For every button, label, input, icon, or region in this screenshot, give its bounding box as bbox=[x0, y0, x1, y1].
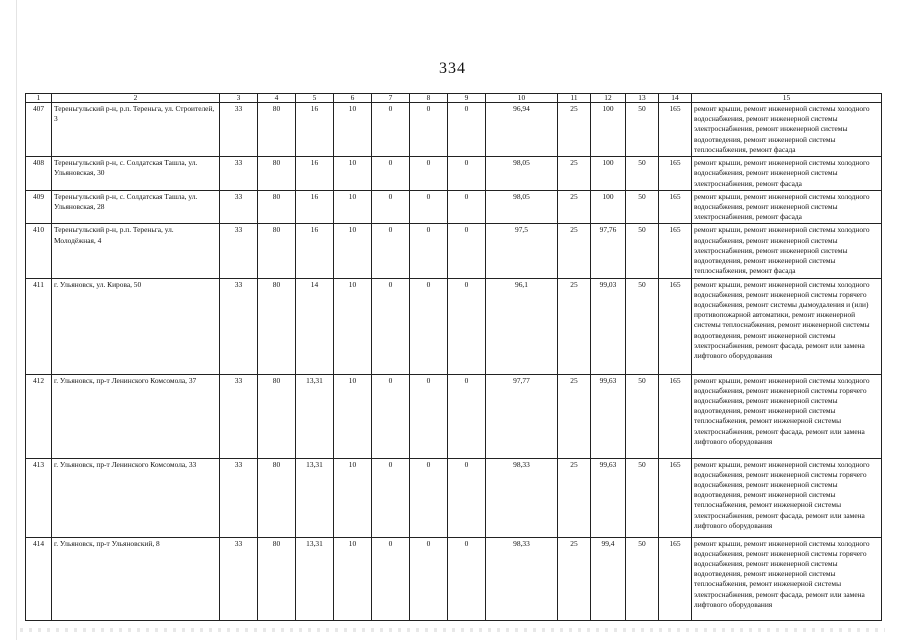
cell-value-col-13: 50 bbox=[626, 157, 659, 191]
cell-value-col-10: 97,77 bbox=[486, 374, 558, 458]
cell-value-col-6: 10 bbox=[334, 103, 372, 157]
cell-value-col-12: 97,76 bbox=[591, 224, 626, 278]
column-header-14: 14 bbox=[659, 94, 692, 103]
cell-value-col-11: 25 bbox=[558, 278, 591, 374]
cell-value-col-6: 10 bbox=[334, 157, 372, 191]
column-header-13: 13 bbox=[626, 94, 659, 103]
cell-value-col-14: 165 bbox=[659, 190, 692, 224]
cell-value-col-10: 96,94 bbox=[486, 103, 558, 157]
table-row bbox=[26, 157, 882, 191]
cell-work-types: ремонт крыши, ремонт инженерной системы холодного водоснабжения, ремонт инженерной системы горячего водоснабжения, ремонт инженерной системы водоотведения, ремонт инженерной системы теплоснабжения, ремонт инженерной системы электроснабжения, ремонт фасада, ремонт или замена лифтового оборудования bbox=[692, 374, 882, 458]
cell-value-col-7: 0 bbox=[372, 224, 410, 278]
cell-work-types: ремонт крыши, ремонт инженерной системы холодного водоснабжения, ремонт инженерной системы электроснабжения, ремонт инженерной системы водоотведения, ремонт инженерной системы теплоснабжения, ремонт фасада bbox=[692, 224, 882, 278]
cell-value-col-4: 80 bbox=[258, 278, 296, 374]
cell-row-number: 410 bbox=[26, 224, 52, 278]
cell-value-col-14: 165 bbox=[659, 103, 692, 157]
cell-value-col-6: 10 bbox=[334, 458, 372, 537]
table-body bbox=[26, 103, 882, 621]
cell-value-col-4: 80 bbox=[258, 374, 296, 458]
cell-value-col-8: 0 bbox=[410, 374, 448, 458]
cell-value-col-10: 98,05 bbox=[486, 190, 558, 224]
cell-value-col-11: 25 bbox=[558, 190, 591, 224]
cell-value-col-5: 16 bbox=[296, 224, 334, 278]
cell-value-col-11: 25 bbox=[558, 157, 591, 191]
cell-value-col-10: 96,1 bbox=[486, 278, 558, 374]
cell-work-types: ремонт крыши, ремонт инженерной системы холодного водоснабжения, ремонт инженерной системы электроснабжения, ремонт фасада bbox=[692, 157, 882, 191]
table-row bbox=[26, 103, 882, 157]
column-header-4: 4 bbox=[258, 94, 296, 103]
cell-row-number: 413 bbox=[26, 458, 52, 537]
cell-value-col-5: 14 bbox=[296, 278, 334, 374]
cell-value-col-11: 25 bbox=[558, 224, 591, 278]
cell-value-col-3: 33 bbox=[220, 224, 258, 278]
cell-value-col-14: 165 bbox=[659, 458, 692, 537]
header-row bbox=[26, 94, 882, 103]
cell-value-col-3: 33 bbox=[220, 374, 258, 458]
column-header-5: 5 bbox=[296, 94, 334, 103]
cell-value-col-4: 80 bbox=[258, 103, 296, 157]
cell-row-number: 414 bbox=[26, 537, 52, 620]
cell-value-col-14: 165 bbox=[659, 537, 692, 620]
page-number: 334 bbox=[439, 60, 466, 77]
column-header-10: 10 bbox=[486, 94, 558, 103]
cell-value-col-11: 25 bbox=[558, 537, 591, 620]
cell-value-col-6: 10 bbox=[334, 374, 372, 458]
cell-value-col-3: 33 bbox=[220, 458, 258, 537]
cell-address: г. Ульяновск, пр-т Ленинского Комсомола, 37 bbox=[52, 374, 220, 458]
column-header-3: 3 bbox=[220, 94, 258, 103]
cell-value-col-6: 10 bbox=[334, 537, 372, 620]
cell-value-col-8: 0 bbox=[410, 278, 448, 374]
column-header-11: 11 bbox=[558, 94, 591, 103]
cell-value-col-5: 13,31 bbox=[296, 537, 334, 620]
cell-work-types: ремонт крыши, ремонт инженерной системы холодного водоснабжения, ремонт инженерной системы электроснабжения, ремонт инженерной системы водоотведения, ремонт инженерной системы теплоснабжения, ремонт фасада bbox=[692, 103, 882, 157]
cell-value-col-14: 165 bbox=[659, 278, 692, 374]
scan-noise bbox=[20, 628, 885, 632]
cell-value-col-10: 98,05 bbox=[486, 157, 558, 191]
cell-value-col-8: 0 bbox=[410, 103, 448, 157]
cell-value-col-7: 0 bbox=[372, 190, 410, 224]
cell-value-col-5: 13,31 bbox=[296, 374, 334, 458]
cell-value-col-4: 80 bbox=[258, 190, 296, 224]
cell-row-number: 411 bbox=[26, 278, 52, 374]
cell-value-col-7: 0 bbox=[372, 458, 410, 537]
cell-value-col-9: 0 bbox=[448, 157, 486, 191]
cell-value-col-6: 10 bbox=[334, 190, 372, 224]
cell-value-col-14: 165 bbox=[659, 224, 692, 278]
cell-value-col-12: 99,63 bbox=[591, 458, 626, 537]
cell-value-col-8: 0 bbox=[410, 458, 448, 537]
cell-value-col-9: 0 bbox=[448, 103, 486, 157]
cell-value-col-11: 25 bbox=[558, 374, 591, 458]
cell-value-col-9: 0 bbox=[448, 224, 486, 278]
cell-value-col-13: 50 bbox=[626, 458, 659, 537]
cell-value-col-6: 10 bbox=[334, 278, 372, 374]
cell-value-col-9: 0 bbox=[448, 537, 486, 620]
cell-value-col-13: 50 bbox=[626, 103, 659, 157]
cell-value-col-14: 165 bbox=[659, 157, 692, 191]
column-header-2: 2 bbox=[52, 94, 220, 103]
cell-value-col-10: 98,33 bbox=[486, 458, 558, 537]
cell-value-col-12: 100 bbox=[591, 190, 626, 224]
cell-value-col-8: 0 bbox=[410, 224, 448, 278]
cell-value-col-11: 25 bbox=[558, 103, 591, 157]
table-row bbox=[26, 537, 882, 620]
cell-value-col-6: 10 bbox=[334, 224, 372, 278]
cell-value-col-10: 98,33 bbox=[486, 537, 558, 620]
cell-value-col-5: 13,31 bbox=[296, 458, 334, 537]
cell-value-col-3: 33 bbox=[220, 190, 258, 224]
cell-value-col-9: 0 bbox=[448, 374, 486, 458]
cell-value-col-7: 0 bbox=[372, 537, 410, 620]
table-row bbox=[26, 224, 882, 278]
repair-program-table bbox=[25, 93, 882, 621]
cell-address: г. Ульяновск, пр-т Ульяновский, 8 bbox=[52, 537, 220, 620]
cell-work-types: ремонт крыши, ремонт инженерной системы холодного водоснабжения, ремонт инженерной системы горячего водоснабжения, ремонт системы дымоудаления и (или) противопожарной автоматики, ремонт инженерной системы теплоснабжения, ремонт инженерной системы водоотведения, ремонт инженерной системы электроснабжения, ремонт фасада, ремонт или замена лифтового оборудования bbox=[692, 278, 882, 374]
cell-value-col-9: 0 bbox=[448, 190, 486, 224]
cell-value-col-13: 50 bbox=[626, 190, 659, 224]
cell-address: г. Ульяновск, ул. Кирова, 50 bbox=[52, 278, 220, 374]
column-header-12: 12 bbox=[591, 94, 626, 103]
column-header-8: 8 bbox=[410, 94, 448, 103]
table-row bbox=[26, 458, 882, 537]
cell-value-col-7: 0 bbox=[372, 103, 410, 157]
cell-row-number: 407 bbox=[26, 103, 52, 157]
cell-value-col-8: 0 bbox=[410, 190, 448, 224]
cell-value-col-3: 33 bbox=[220, 537, 258, 620]
cell-value-col-11: 25 bbox=[558, 458, 591, 537]
cell-value-col-14: 165 bbox=[659, 374, 692, 458]
column-header-7: 7 bbox=[372, 94, 410, 103]
column-header-9: 9 bbox=[448, 94, 486, 103]
cell-work-types: ремонт крыши, ремонт инженерной системы холодного водоснабжения, ремонт инженерной системы горячего водоснабжения, ремонт инженерной системы водоотведения, ремонт инженерной системы теплоснабжения, ремонт инженерной системы электроснабжения, ремонт фасада, ремонт или замена лифтового оборудования bbox=[692, 537, 882, 620]
cell-value-col-7: 0 bbox=[372, 374, 410, 458]
cell-address: Тереньгульский р-н, с. Солдатская Ташла, ул. Ульяновская, 28 bbox=[52, 190, 220, 224]
cell-work-types: ремонт крыши, ремонт инженерной системы холодного водоснабжения, ремонт инженерной системы горячего водоснабжения, ремонт инженерной системы водоотведения, ремонт инженерной системы теплоснабжения, ремонт инженерной системы электроснабжения, ремонт фасада, ремонт или замена лифтового оборудования bbox=[692, 458, 882, 537]
cell-value-col-12: 99,63 bbox=[591, 374, 626, 458]
cell-row-number: 412 bbox=[26, 374, 52, 458]
cell-address: Тереньгульский р-н, р.п. Тереньга, ул. Строителей, 3 bbox=[52, 103, 220, 157]
column-header-1: 1 bbox=[26, 94, 52, 103]
cell-value-col-7: 0 bbox=[372, 278, 410, 374]
table-row bbox=[26, 278, 882, 374]
column-header-15: 15 bbox=[692, 94, 882, 103]
cell-row-number: 408 bbox=[26, 157, 52, 191]
cell-value-col-3: 33 bbox=[220, 278, 258, 374]
cell-value-col-5: 16 bbox=[296, 157, 334, 191]
table-row bbox=[26, 190, 882, 224]
cell-value-col-12: 99,03 bbox=[591, 278, 626, 374]
scan-edge bbox=[16, 0, 17, 640]
cell-value-col-9: 0 bbox=[448, 278, 486, 374]
cell-address: г. Ульяновск, пр-т Ленинского Комсомола, 33 bbox=[52, 458, 220, 537]
cell-address: Тереньгульский р-н, р.п. Тереньга, ул. Молодёжная, 4 bbox=[52, 224, 220, 278]
cell-value-col-13: 50 bbox=[626, 278, 659, 374]
cell-value-col-12: 100 bbox=[591, 157, 626, 191]
cell-value-col-8: 0 bbox=[410, 157, 448, 191]
cell-value-col-3: 33 bbox=[220, 157, 258, 191]
cell-value-col-12: 100 bbox=[591, 103, 626, 157]
cell-row-number: 409 bbox=[26, 190, 52, 224]
cell-value-col-5: 16 bbox=[296, 103, 334, 157]
cell-value-col-13: 50 bbox=[626, 224, 659, 278]
cell-address: Тереньгульский р-н, с. Солдатская Ташла, ул. Ульяновская, 30 bbox=[52, 157, 220, 191]
cell-value-col-9: 0 bbox=[448, 458, 486, 537]
cell-value-col-3: 33 bbox=[220, 103, 258, 157]
cell-work-types: ремонт крыши, ремонт инженерной системы холодного водоснабжения, ремонт инженерной системы электроснабжения, ремонт фасада bbox=[692, 190, 882, 224]
cell-value-col-8: 0 bbox=[410, 537, 448, 620]
cell-value-col-4: 80 bbox=[258, 157, 296, 191]
column-header-6: 6 bbox=[334, 94, 372, 103]
cell-value-col-5: 16 bbox=[296, 190, 334, 224]
cell-value-col-4: 80 bbox=[258, 224, 296, 278]
cell-value-col-12: 99,4 bbox=[591, 537, 626, 620]
table-row bbox=[26, 374, 882, 458]
cell-value-col-13: 50 bbox=[626, 374, 659, 458]
cell-value-col-7: 0 bbox=[372, 157, 410, 191]
cell-value-col-4: 80 bbox=[258, 458, 296, 537]
cell-value-col-10: 97,5 bbox=[486, 224, 558, 278]
cell-value-col-4: 80 bbox=[258, 537, 296, 620]
cell-value-col-13: 50 bbox=[626, 537, 659, 620]
